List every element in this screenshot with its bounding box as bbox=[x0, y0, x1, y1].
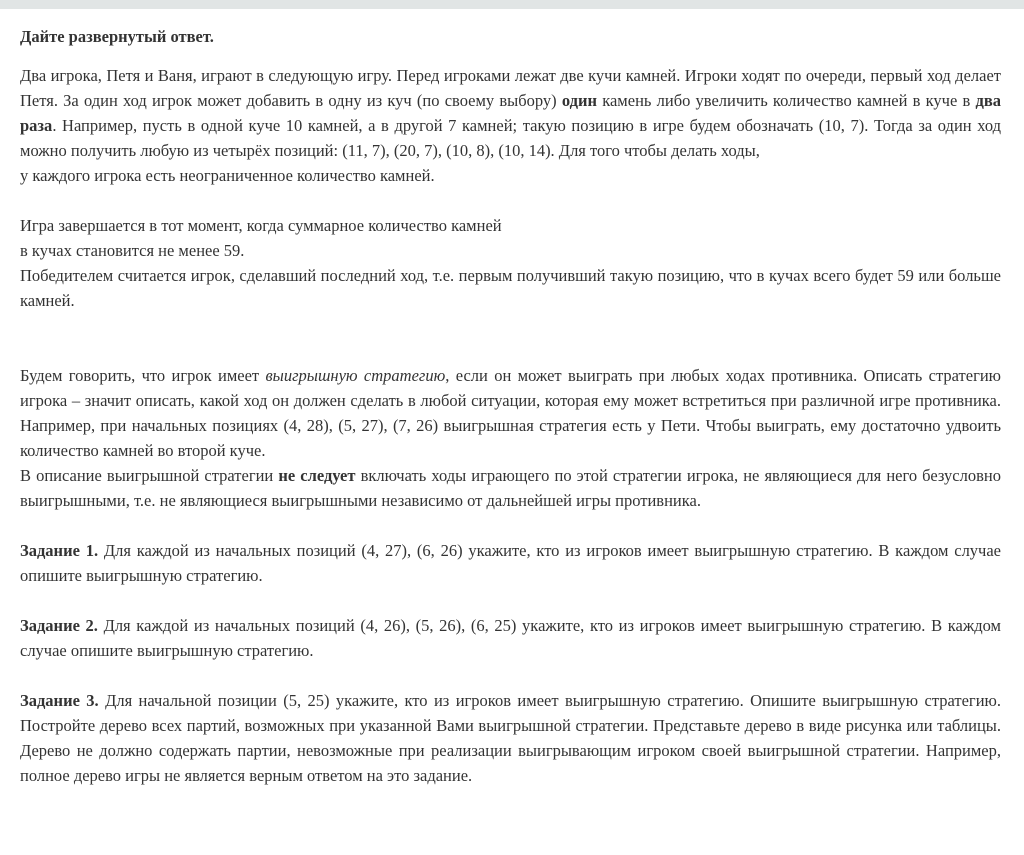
task-2-label: Задание 2. bbox=[20, 616, 98, 635]
winning-strategy-term: выигрышную стратегию bbox=[265, 366, 446, 385]
strategy-note bbox=[20, 463, 1001, 513]
task-3 bbox=[20, 688, 1001, 788]
task-2 bbox=[20, 613, 1001, 663]
strategy-text: Будем говорить, что игрок имеет bbox=[20, 366, 266, 385]
winner-rule: Победителем считается игрок, сделавший последний ход, т.е. первым получивший такую позицию, что в кучах всего будет 59 или больше камней. bbox=[20, 266, 1001, 310]
task-1-label: Задание 1. bbox=[20, 541, 99, 560]
emphasis-double: два раза bbox=[20, 91, 1001, 135]
task-1-text: Для каждой из начальных позиций (4, 27), (6, 26) укажите, кто из игроков имеет выигрышную стратегию. В каждом случае опишите выигрышную стратегию. bbox=[20, 541, 1001, 585]
intro-text: Два игрока, Петя и Ваня, играют в следующую игру. Перед игроками лежат две кучи камней. Игроки ходят по очереди, первый ход делает Петя. За один ход игрок может добавить в одну из куч (по своему выбору) bbox=[20, 66, 1001, 110]
intro-paragraph bbox=[20, 63, 1001, 163]
task-2-text: Для каждой из начальных позиций (4, 26), (5, 26), (6, 25) укажите, кто из игроков имеет выигрышную стратегию. В каждом случае опишите выигрышную стратегию. bbox=[20, 616, 1001, 660]
strategy-text: , если он может выиграть при любых ходах противника. Описать стратегию игрока – значит описать, какой ход он должен сделать в любой ситуации, которая ему может встретиться при различной игре противника. Например, при начальных позициях (4, 28), (5, 27), (7, 26) выигрышная стратегия есть у Пети. Чтобы выиграть, ему достаточно удвоить количество камней во второй куче. bbox=[20, 366, 1001, 460]
task-1 bbox=[20, 538, 1001, 588]
emphasis-not-allowed: не следует bbox=[278, 466, 356, 485]
task-3-text: Для начальной позиции (5, 25) укажите, кто из игроков имеет выигрышную стратегию. Опишите выигрышную стратегию. Постройте дерево всех партий, возможных при указанной Вами выигрышной стратегии. Представьте дерево в виде рисунка или таблицы. Дерево не должно содержать партии, невозможные при реализации выигрывающим игроком своей выигрышной стратегии. Например, полное дерево игры не является верным ответом на это задание. bbox=[20, 691, 1001, 785]
task-3-label: Задание 3. bbox=[20, 691, 99, 710]
strategy-note-text: В описание выигрышной стратегии bbox=[20, 466, 279, 485]
task-heading: Дайте развернутый ответ. bbox=[20, 27, 214, 46]
end-rule-line-1: Игра завершается в тот момент, когда суммарное количество камней bbox=[20, 216, 502, 235]
end-rule-line-2: в кучах становится не менее 59. bbox=[20, 241, 245, 260]
intro-unlimited-stones: у каждого игрока есть неограниченное количество камней. bbox=[20, 166, 435, 185]
intro-text: камень либо увеличить количество камней в куче в bbox=[597, 91, 976, 110]
emphasis-one: один bbox=[561, 91, 598, 110]
strategy-note-text: включать ходы играющего по этой стратегии игрока, не являющиеся для него безусловно выигрышными, т.е. не являющиеся выигрышными независимо от дальнейшей игры противника. bbox=[20, 466, 1001, 510]
strategy-definition bbox=[20, 363, 1001, 463]
task-content bbox=[20, 24, 1001, 788]
intro-text: . Например, пусть в одной куче 10 камней, а в другой 7 камней; такую позицию в игре будем обозначать (10, 7). Тогда за один ход можно получить любую из четырёх позиций: (11, 7), (20, 7), (10, 8), (10, 14). Для того чтобы делать ходы, bbox=[20, 116, 1001, 160]
top-bar bbox=[0, 0, 1024, 9]
